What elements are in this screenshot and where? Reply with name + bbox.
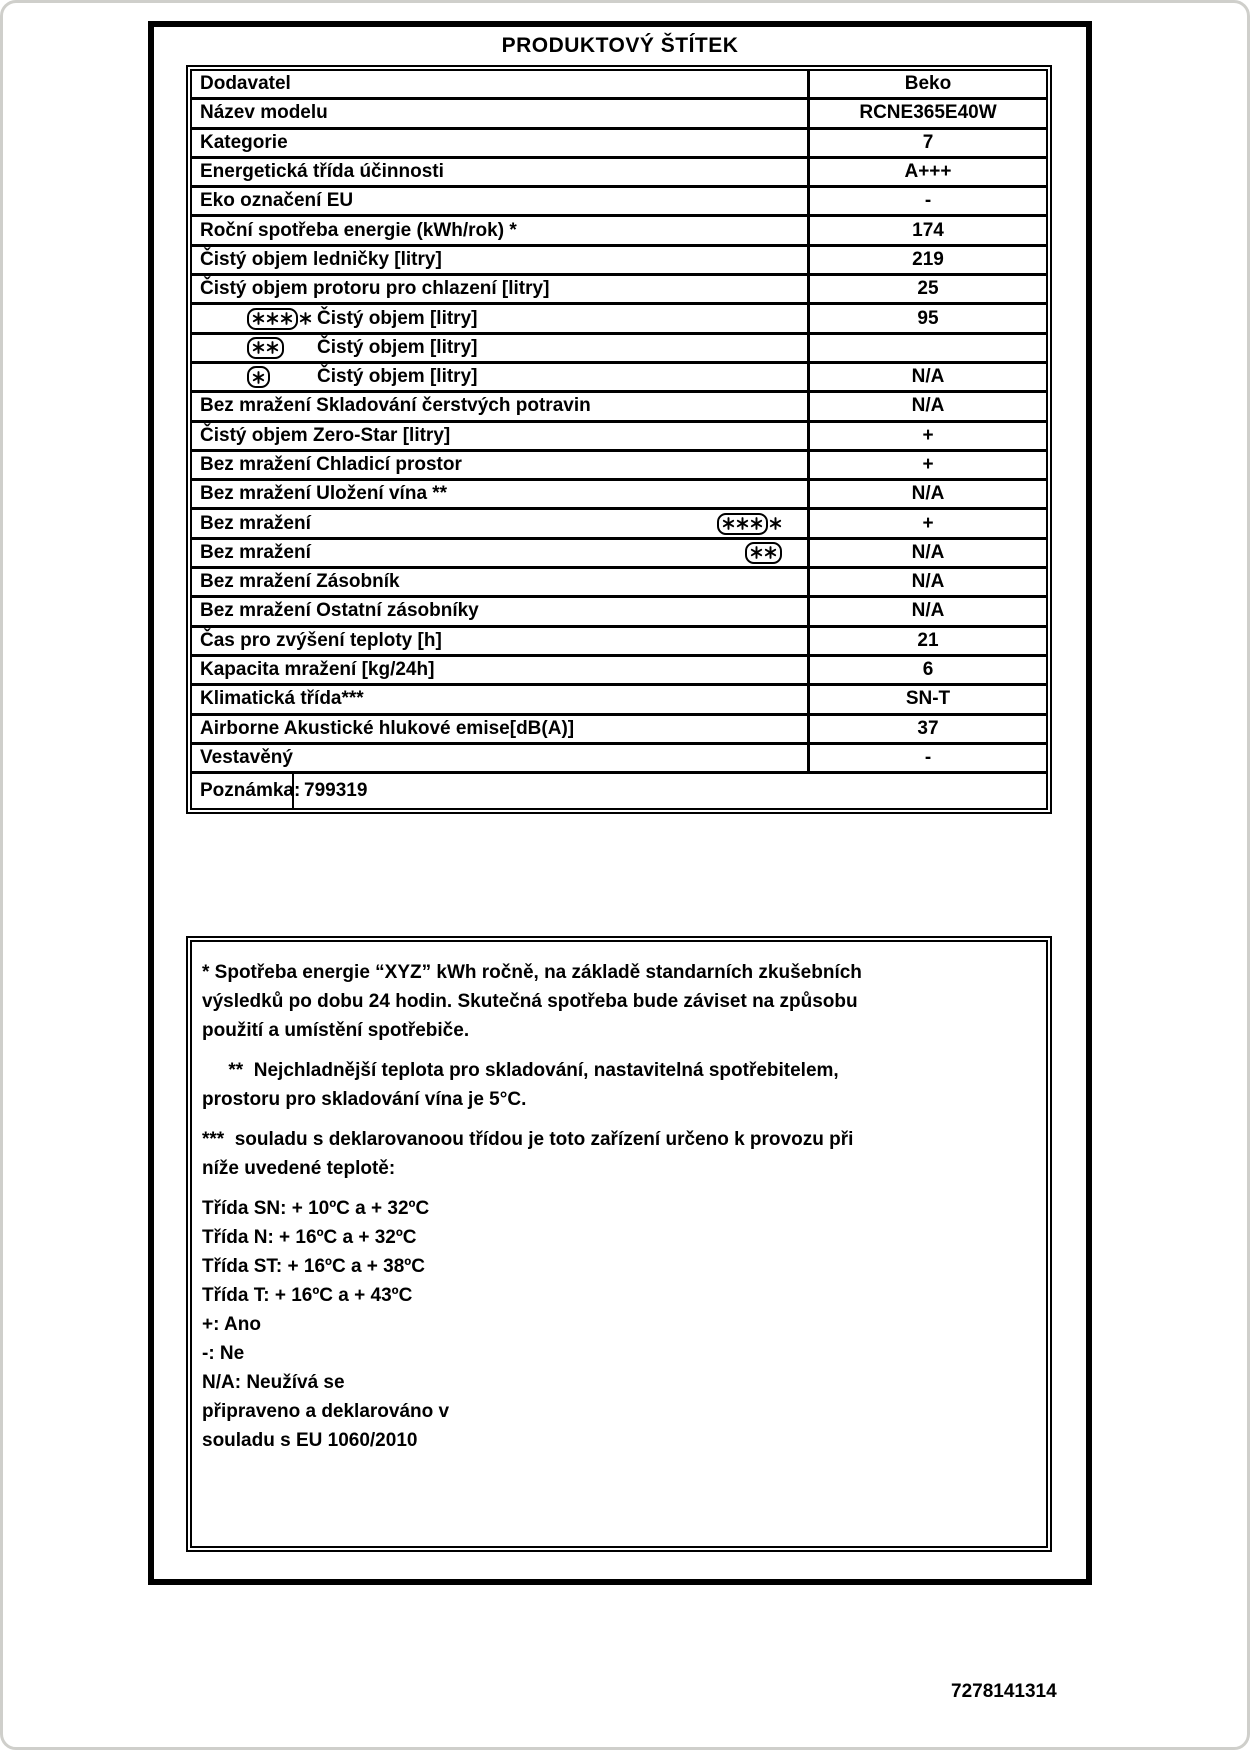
row-label <box>192 276 810 302</box>
row-value: A+++ <box>904 161 952 183</box>
row-label <box>192 71 810 97</box>
row-label-text: Eko označení EU <box>200 190 354 212</box>
table-row <box>192 745 1046 774</box>
row-value: RCNE365E40W <box>859 102 997 124</box>
star-box <box>745 542 782 564</box>
table-row <box>192 686 1046 715</box>
row-label <box>192 335 810 361</box>
row-label <box>192 423 810 449</box>
row-label <box>192 540 810 566</box>
row-value: Beko <box>904 73 952 95</box>
table-row <box>192 510 1046 539</box>
row-label <box>192 598 810 624</box>
row-label <box>192 628 810 654</box>
row-label-text: Klimatická třída*** <box>200 688 364 710</box>
row-value: N/A <box>911 366 945 388</box>
table-row <box>192 71 1046 100</box>
note-value: 799319 <box>304 780 368 802</box>
row-label-text: Bez mražení Chladicí prostor <box>200 454 462 475</box>
row-value: 21 <box>917 629 939 651</box>
table-row <box>192 188 1046 217</box>
footnotes-box <box>186 936 1052 1552</box>
row-label <box>192 716 810 742</box>
table-row <box>192 393 1046 422</box>
star-box <box>717 513 768 535</box>
row-value: N/A <box>911 541 945 563</box>
row-label-text: Čistý objem protoru pro chlazení [litry] <box>200 278 550 300</box>
freezer-4-star-icon <box>247 308 317 330</box>
freezer-1-star-icon <box>247 366 317 388</box>
table-row <box>192 452 1046 481</box>
row-label-text: Kategorie <box>200 131 288 153</box>
row-value: N/A <box>911 600 945 622</box>
row-label-text: Název modelu <box>200 102 328 124</box>
product-table <box>186 65 1052 814</box>
row-label-text: Energetická třída účinnosti <box>200 161 444 183</box>
row-label-text: Čistý objem ledničky [litry] <box>200 248 442 270</box>
row-label-text: Bez mražení <box>200 512 311 534</box>
footnote-line: připraveno a deklarováno v <box>202 1401 450 1422</box>
row-label <box>192 217 810 243</box>
table-row <box>192 540 1046 569</box>
row-value <box>810 335 1046 361</box>
star-box <box>247 366 270 388</box>
row-label-text: Kapacita mražení [kg/24h] <box>200 659 435 681</box>
row-value: 95 <box>917 307 939 329</box>
footnote-line: ** Nejchladnější teplota pro skladování, nastavitelná spotřebitelem, <box>202 1060 839 1081</box>
table-row <box>192 305 1046 334</box>
row-value: - <box>924 746 932 768</box>
footnote-line: N/A: Neužívá se <box>202 1372 345 1393</box>
row-value: N/A <box>911 483 945 505</box>
table-row <box>192 217 1046 246</box>
freezer-2-star-icon <box>745 542 782 564</box>
row-value: + <box>922 424 934 446</box>
row-label <box>192 364 810 390</box>
page-title: PRODUKTOVÝ ŠTÍTEK <box>501 34 739 57</box>
freezer-2-star-icon <box>247 337 317 359</box>
table-row <box>192 276 1046 305</box>
footnote-line: -: Ne <box>202 1343 245 1364</box>
row-label <box>192 305 810 331</box>
row-label <box>192 569 810 595</box>
row-label-text: Bez mražení Uložení vína ** <box>200 483 448 505</box>
row-label-text: Bez mražení Zásobník <box>200 571 400 593</box>
table-row <box>192 100 1046 129</box>
footnote-line <box>202 1183 1036 1194</box>
outer-star-icon <box>769 517 782 530</box>
table-row <box>192 657 1046 686</box>
row-value: 6 <box>922 659 934 681</box>
footnote-line: Třída T: + 16ºC a + 43ºC <box>202 1285 413 1306</box>
footnote-line: Třída N: + 16ºC a + 32ºC <box>202 1227 417 1248</box>
row-label-text: Airborne Akustické hlukové emise[dB(A)] <box>200 717 575 739</box>
row-label-text: Vestavěný <box>200 746 293 768</box>
freezer-4-star-icon <box>717 513 782 535</box>
row-value: - <box>924 190 932 212</box>
footnote-line <box>202 1114 1036 1125</box>
footnote-line: prostoru pro skladování vína je 5°C. <box>202 1089 527 1110</box>
row-label <box>192 452 810 478</box>
row-value: + <box>922 454 934 475</box>
footnote-line: * Spotřeba energie “XYZ” kWh ročně, na základě standarních zkušebních <box>202 962 862 983</box>
row-label-text: Čas pro zvýšení teploty [h] <box>200 629 442 651</box>
row-label <box>192 686 810 712</box>
row-label-text: Čistý objem Zero-Star [litry] <box>200 424 451 446</box>
row-label <box>192 159 810 185</box>
label-frame <box>148 21 1092 1585</box>
row-value: 219 <box>912 248 944 270</box>
star-box <box>247 308 298 330</box>
footnote-line: Třída SN: + 10ºC a + 32ºC <box>202 1198 430 1219</box>
star-box <box>247 337 284 359</box>
row-label-text: Čistý objem [litry] <box>317 307 478 329</box>
table-row <box>192 247 1046 276</box>
table-row <box>192 481 1046 510</box>
row-label-text: Čistý objem [litry] <box>317 336 478 358</box>
row-label-text: Roční spotřeba energie (kWh/rok) * <box>200 219 517 241</box>
row-label <box>192 393 810 419</box>
row-value: 174 <box>912 219 944 241</box>
table-row <box>192 716 1046 745</box>
row-value: 37 <box>917 717 939 739</box>
row-label <box>192 188 810 214</box>
row-value: N/A <box>911 395 945 417</box>
footnote-line <box>202 1045 1036 1056</box>
row-value: 7 <box>922 131 934 153</box>
table-row <box>192 423 1046 452</box>
row-label-text: Bez mražení Ostatní zásobníky <box>200 600 479 622</box>
row-label <box>192 510 810 536</box>
row-label <box>192 745 810 771</box>
table-row <box>192 335 1046 364</box>
row-label-text: Dodavatel <box>200 73 291 95</box>
footnote-line: níže uvedené teplotě: <box>202 1158 396 1179</box>
row-value: + <box>922 512 934 534</box>
table-row <box>192 598 1046 627</box>
row-label-text: Bez mražení Skladování čerstvých potravin <box>200 395 591 417</box>
row-value: 25 <box>917 278 939 300</box>
table-row <box>192 130 1046 159</box>
row-value: SN-T <box>905 688 951 710</box>
row-label <box>192 657 810 683</box>
document-code: 7278141314 <box>951 1681 1057 1702</box>
table-row <box>192 628 1046 657</box>
table-row <box>192 159 1046 188</box>
footnote-line: použití a umístění spotřebiče. <box>202 1020 470 1041</box>
table-row <box>192 569 1046 598</box>
footnote-line: *** souladu s deklarovanoou třídou je toto zařízení určeno k provozu při <box>202 1129 854 1150</box>
row-label <box>192 100 810 126</box>
footnote-line: Třída ST: + 16ºC a + 38ºC <box>202 1256 425 1277</box>
row-label-text: Čistý objem [litry] <box>317 366 478 388</box>
table-row <box>192 364 1046 393</box>
row-label <box>192 481 810 507</box>
footnote-line: souladu s EU 1060/2010 <box>202 1430 418 1451</box>
row-label-text: Bez mražení <box>200 541 311 563</box>
note-row <box>192 774 1046 808</box>
outer-star-icon <box>299 312 312 325</box>
row-label <box>192 247 810 273</box>
row-label <box>192 130 810 156</box>
note-label: Poznámka: <box>192 774 294 808</box>
row-value: N/A <box>911 571 945 593</box>
footnote-line: výsledků po dobu 24 hodin. Skutečná spotřeba bude záviset na způsobu <box>202 991 858 1012</box>
footnote-line: +: Ano <box>202 1314 261 1335</box>
